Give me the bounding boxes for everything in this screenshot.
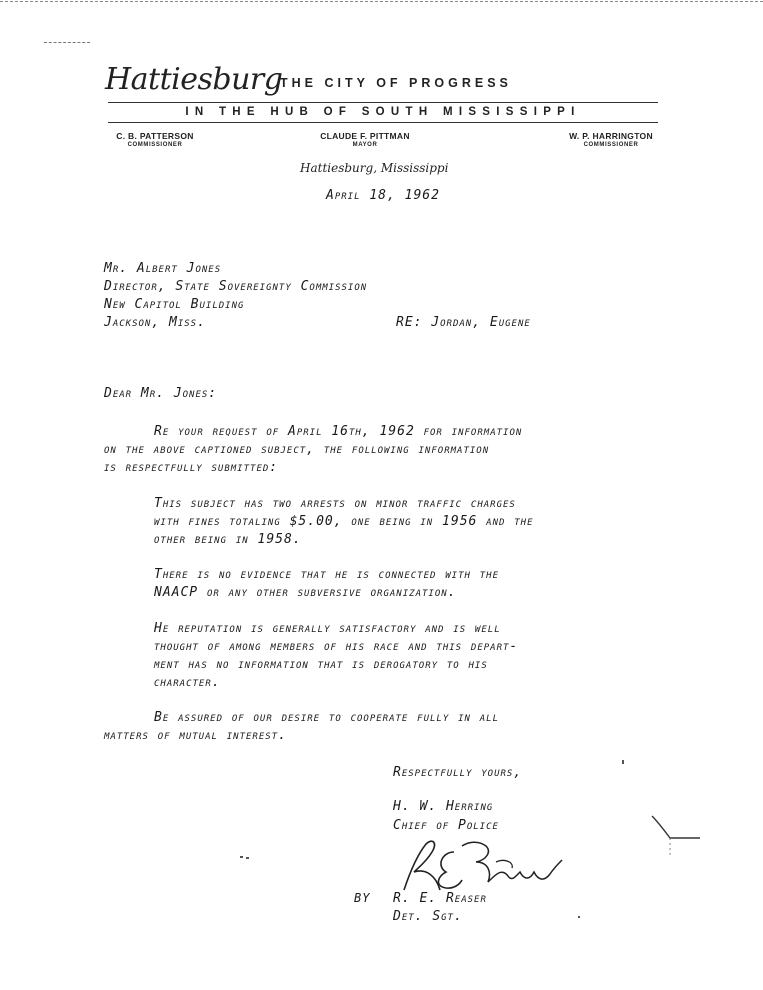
- recipient-line: Director, State Sovereignty Commission: [104, 279, 368, 294]
- body-line: on the above captioned subject, the following information: [104, 442, 490, 457]
- body-line: matters of mutual interest.: [104, 728, 287, 743]
- letterhead-hub-line: IN THE HUB OF SOUTH MISSISSIPPI: [185, 106, 581, 118]
- letterhead-slogan: THE CITY OF PROGRESS: [280, 76, 512, 90]
- subject-reference: RE: Jordan, Eugene: [396, 315, 531, 330]
- letterhead-rule-top: [108, 102, 658, 103]
- official-name: W. P. HARRINGTON: [569, 131, 653, 141]
- official-title: MAYOR: [352, 142, 378, 148]
- official-name: C. B. PATTERSON: [116, 131, 194, 141]
- stray-dot: [622, 760, 624, 764]
- signer-title: Chief of Police: [393, 818, 499, 833]
- signer-name: H. W. Herring: [393, 799, 494, 814]
- body-line: other being in 1958.: [154, 532, 302, 547]
- agent-title: Det. Sgt.: [393, 909, 463, 924]
- handwritten-check-mark: [648, 812, 704, 862]
- body-line: This subject has two arrests on minor traffic charges: [154, 496, 516, 511]
- agent-name: R. E. Reaser: [393, 891, 487, 906]
- body-line: He reputation is generally satisfactory and is well: [154, 621, 501, 636]
- letterhead-rule-bottom: [108, 122, 658, 123]
- body-line: ment has no information that is derogatory to his: [154, 657, 488, 672]
- stray-dot: [578, 916, 580, 918]
- letterhead-logo: Hattiesburg: [105, 62, 283, 97]
- body-line: NAACP or any other subversive organization.: [154, 585, 457, 600]
- handwritten-signature: [396, 832, 566, 900]
- body-line: Be assured of our desire to cooperate fully in all: [154, 710, 500, 725]
- official-title: COMMISSIONER: [127, 142, 183, 148]
- body-line: with fines totaling $5.00, one being in 1956 and the: [154, 514, 534, 529]
- by-label: BY: [354, 891, 371, 905]
- letter-date: April 18, 1962: [326, 188, 440, 203]
- body-line: character.: [154, 675, 221, 690]
- body-line: is respectfully submitted:: [104, 460, 279, 475]
- recipient-line: New Capitol Building: [104, 297, 245, 312]
- body-line: There is no evidence that he is connected with the: [154, 567, 500, 582]
- stray-dot: [240, 856, 243, 858]
- stray-mark: [44, 42, 90, 43]
- closing: Respectfully yours,: [393, 765, 523, 780]
- official-left: [100, 131, 210, 148]
- official-center: [310, 131, 420, 148]
- stray-dot: [246, 857, 249, 859]
- top-edge-dashed-line: [0, 1, 763, 2]
- official-title: COMMISSIONER: [583, 142, 639, 148]
- official-name: CLAUDE F. PITTMAN: [320, 131, 410, 141]
- recipient-line: Mr. Albert Jones: [104, 261, 222, 276]
- recipient-line: Jackson, Miss.: [104, 315, 206, 330]
- letterhead-city-line: Hattiesburg, Mississippi: [300, 161, 449, 175]
- body-line: thought of among members of his race and this depart-: [154, 639, 519, 654]
- salutation: Dear Mr. Jones:: [104, 386, 218, 401]
- body-line: Re your request of April 16th, 1962 for information: [154, 424, 523, 439]
- official-right: [556, 131, 666, 148]
